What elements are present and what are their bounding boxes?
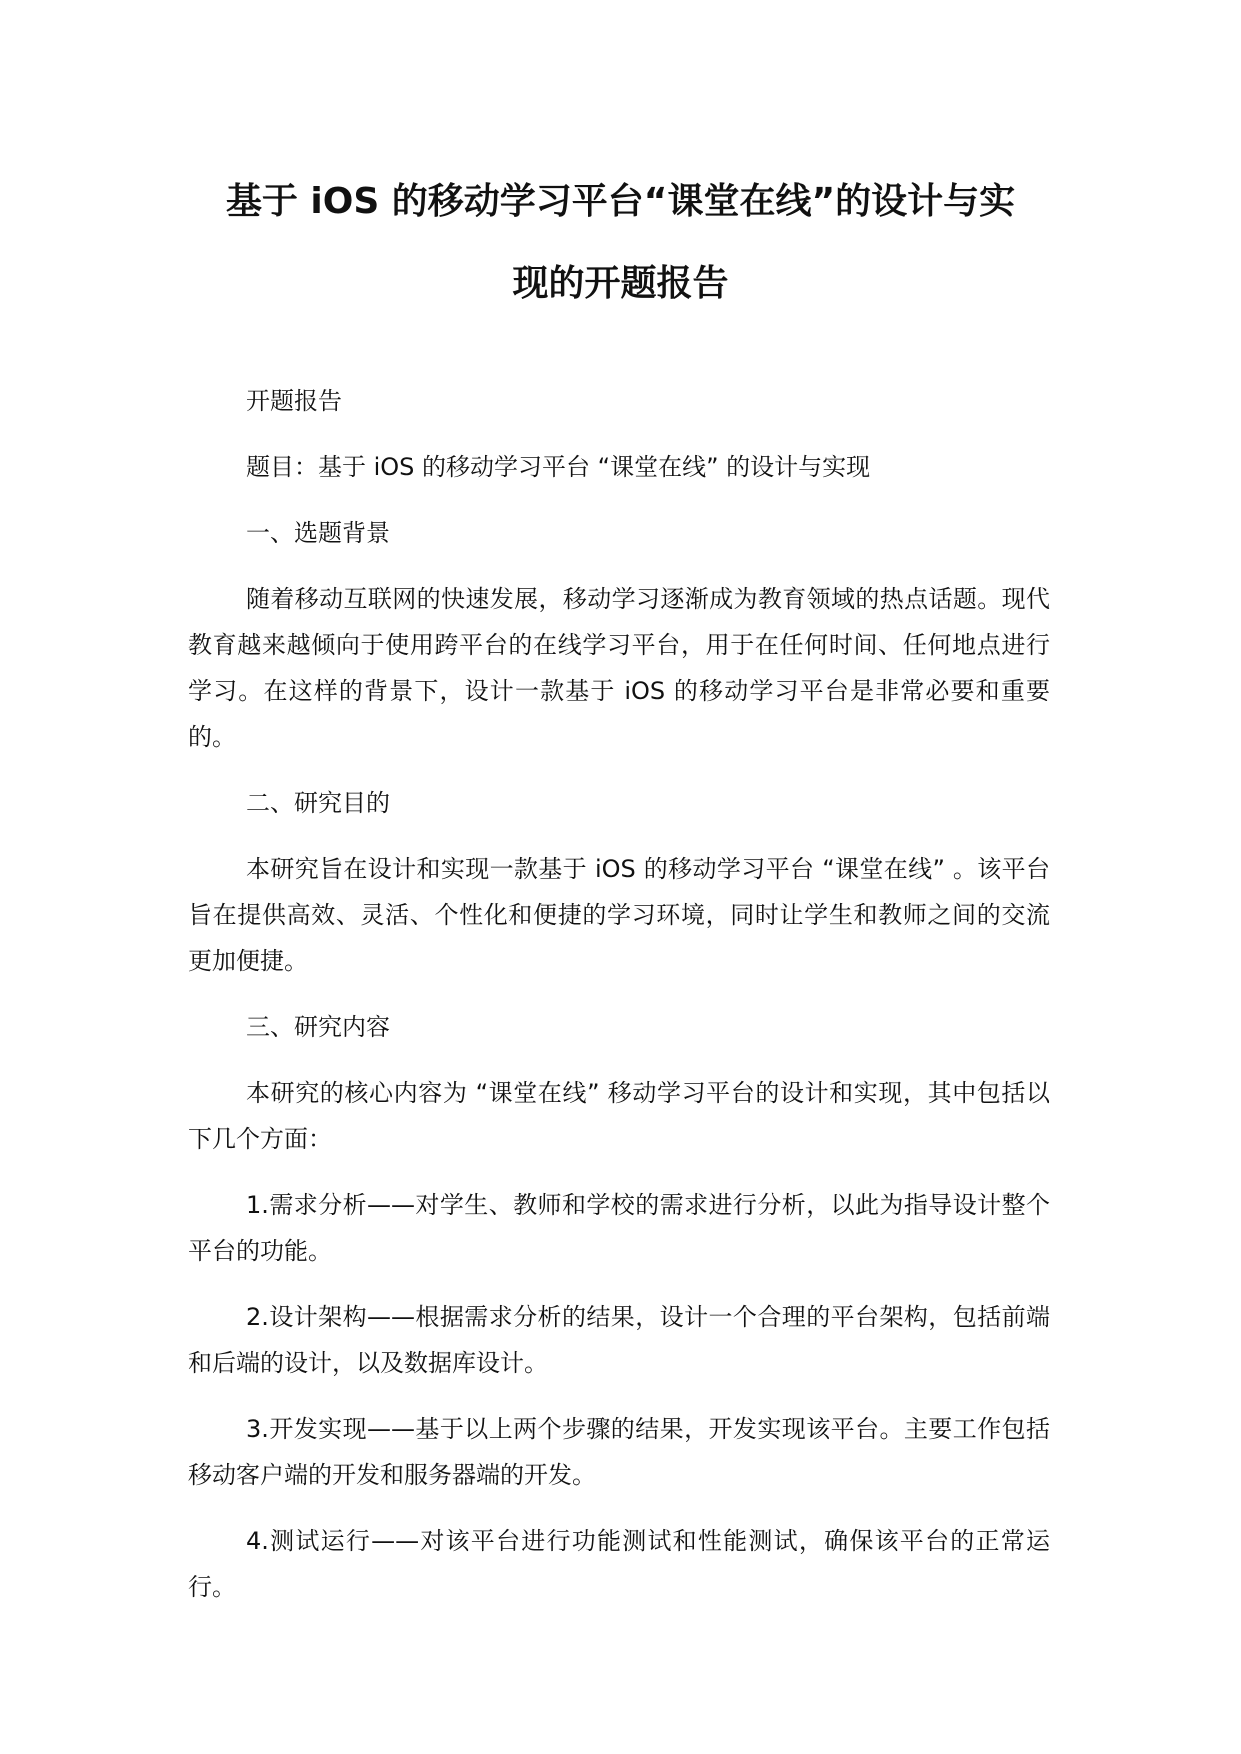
list-item-development: 3.开发实现——基于以上两个步骤的结果，开发实现该平台。主要工作包括移动客户端的开发和服务器端的开发。 — [188, 1415, 1050, 1489]
section-heading-content: 三、研究内容 — [246, 1013, 390, 1041]
list-item-testing: 4.测试运行——对该平台进行功能测试和性能测试，确保该平台的正常运行。 — [188, 1527, 1050, 1601]
report-topic: 题目：基于 iOS 的移动学习平台 “课堂在线” 的设计与实现 — [246, 453, 871, 481]
section-heading-background: 一、选题背景 — [246, 519, 390, 547]
document-title-line-2: 现的开题报告 — [512, 263, 729, 304]
document-body — [188, 378, 1050, 1630]
paragraph-purpose: 本研究旨在设计和实现一款基于 iOS 的移动学习平台 “课堂在线” 。该平台旨在提供高效、灵活、个性化和便捷的学习环境，同时让学生和教师之间的交流更加便捷。 — [188, 855, 1050, 975]
document-title-line-1: 基于 iOS 的移动学习平台“课堂在线”的设计与实 — [225, 181, 1016, 222]
report-label: 开题报告 — [246, 387, 342, 415]
list-item-architecture: 2.设计架构——根据需求分析的结果，设计一个合理的平台架构，包括前端和后端的设计，以及数据库设计。 — [188, 1303, 1050, 1377]
paragraph-content-intro: 本研究的核心内容为 “课堂在线” 移动学习平台的设计和实现，其中包括以下几个方面： — [188, 1079, 1050, 1153]
section-heading-purpose: 二、研究目的 — [246, 789, 390, 817]
paragraph-background: 随着移动互联网的快速发展，移动学习逐渐成为教育领域的热点话题。现代教育越来越倾向于使用跨平台的在线学习平台，用于在任何时间、任何地点进行学习。在这样的背景下，设计一款基于 iOS 的移动学习平台是非常必要和重要的。 — [188, 585, 1050, 751]
list-item-requirements: 1.需求分析——对学生、教师和学校的需求进行分析，以此为指导设计整个平台的功能。 — [188, 1191, 1050, 1265]
